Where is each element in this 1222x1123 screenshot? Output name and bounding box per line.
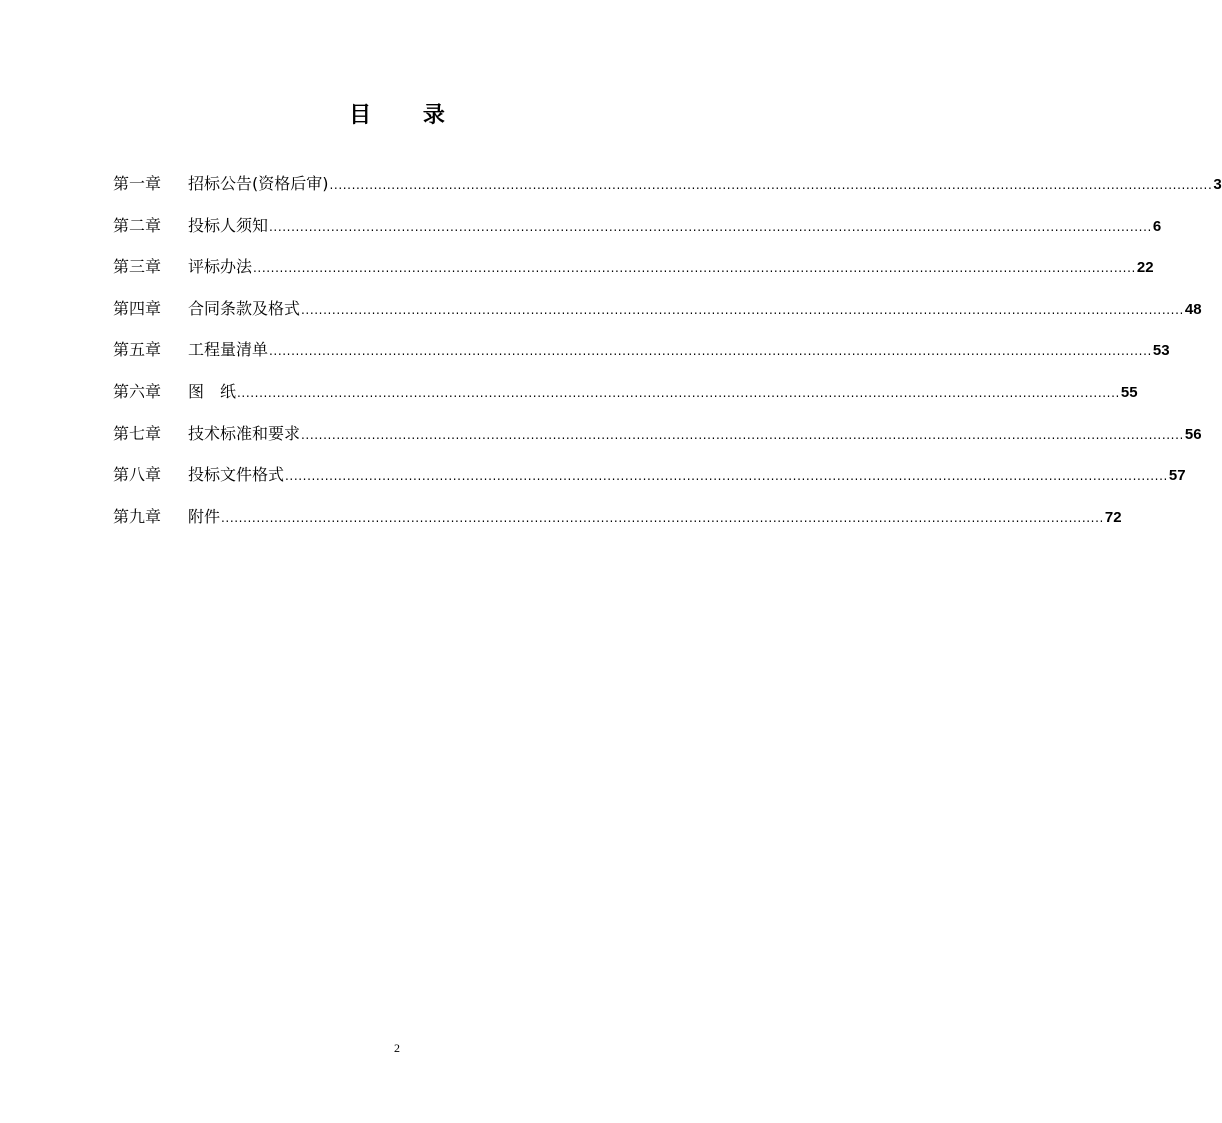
dot-leader: ........................................................................................................................................................................................................: [269, 219, 1152, 234]
dot-leader: ........................................................................................................................................................................................................: [253, 261, 1136, 276]
toc-entry-chapter-4[interactable]: [113, 295, 1202, 337]
toc-entry-chapter-7[interactable]: [113, 420, 1202, 462]
chapter-title: 投标文件格式: [188, 465, 285, 485]
chapter-number: 第六章: [113, 381, 162, 401]
chapter-number: 第九章: [113, 506, 162, 526]
page-number: 55: [1120, 383, 1138, 401]
toc-entry-chapter-8[interactable]: [113, 461, 1186, 503]
chapter-number: 第四章: [113, 298, 162, 318]
chapter-title: 附件: [188, 506, 221, 526]
dot-leader: ........................................................................................................................................................................................................: [269, 344, 1152, 359]
page-number: 56: [1184, 425, 1202, 443]
chapter-number: 第五章: [113, 340, 162, 360]
toc-entry-chapter-3[interactable]: [113, 253, 1154, 295]
page-number: 53: [1152, 342, 1170, 360]
page-title: 目 录: [349, 102, 467, 128]
dot-leader: ........................................................................................................................................................................................................: [221, 510, 1104, 525]
dot-leader: ........................................................................................................................................................................................................: [301, 427, 1184, 442]
footer-page-number: 2: [394, 1041, 400, 1055]
chapter-title: 投标人须知: [188, 215, 269, 235]
chapter-title: 技术标准和要求: [188, 423, 301, 443]
table-of-contents: [113, 170, 1222, 544]
toc-entry-chapter-1[interactable]: [113, 170, 1222, 212]
chapter-title: 工程量清单: [188, 340, 269, 360]
toc-entry-chapter-5[interactable]: [113, 336, 1170, 378]
dot-leader: ........................................................................................................................................................................................................: [301, 302, 1184, 317]
chapter-title: 评标办法: [188, 257, 253, 277]
chapter-title: 图 纸: [188, 381, 237, 401]
chapter-number: 第八章: [113, 465, 162, 485]
chapter-number: 第一章: [113, 174, 162, 193]
page-number: 57: [1168, 467, 1186, 485]
dot-leader: ........................................................................................................................................................................................................: [237, 385, 1120, 400]
toc-entry-chapter-6[interactable]: [113, 378, 1138, 420]
page-number: 22: [1136, 259, 1154, 277]
toc-entry-chapter-9[interactable]: [113, 503, 1122, 545]
toc-entry-chapter-2[interactable]: [113, 212, 1162, 254]
dot-leader: ........................................................................................................................................................................................................: [285, 469, 1168, 484]
page-number: 6: [1152, 217, 1162, 235]
page-number: 72: [1104, 508, 1122, 526]
chapter-number: 第二章: [113, 215, 162, 235]
chapter-number: 第三章: [113, 257, 162, 277]
chapter-title: 招标公告(资格后审): [188, 174, 329, 193]
page-number: 48: [1184, 300, 1202, 318]
page-number: 3: [1213, 176, 1222, 193]
chapter-number: 第七章: [113, 423, 162, 443]
dot-leader: ........................................................................................................................................................................................................: [329, 178, 1213, 192]
chapter-title: 合同条款及格式: [188, 298, 301, 318]
